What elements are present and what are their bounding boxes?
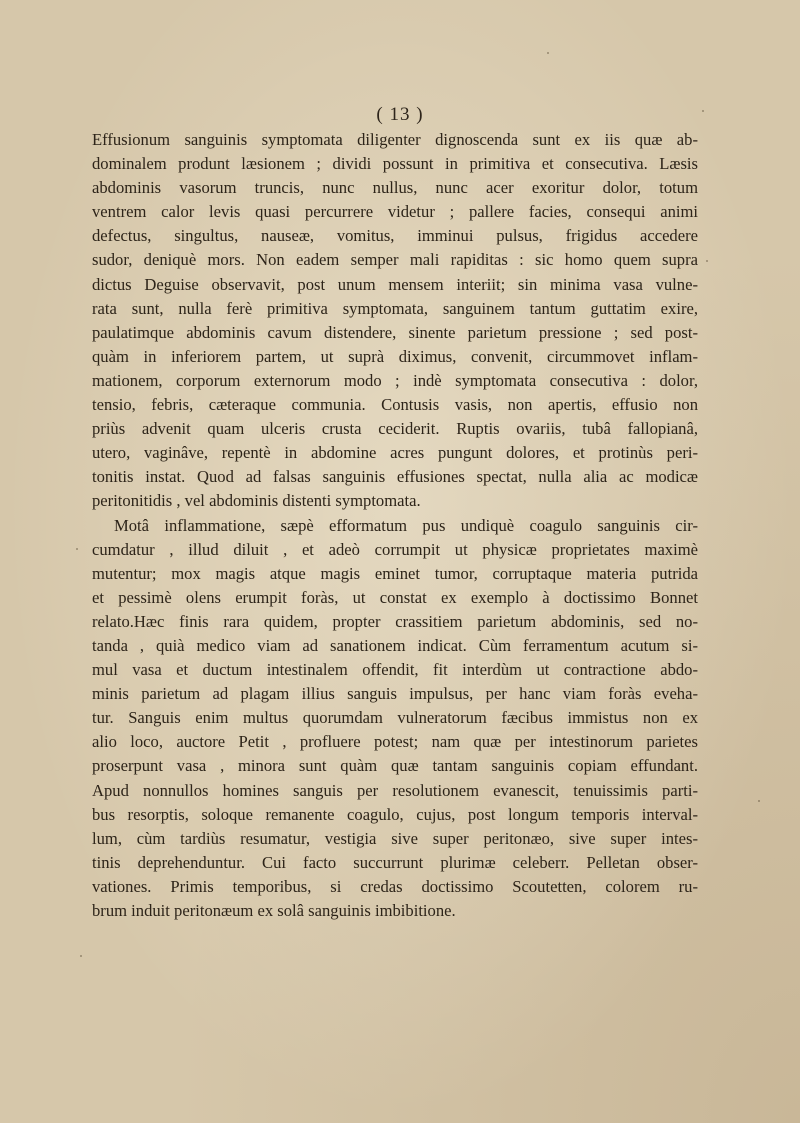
text-line: cumdatur , illud diluit , et adeò corrumpit ut physicæ proprietates maximè xyxy=(92,539,698,559)
paper-speck xyxy=(76,548,78,550)
text-line: sudor, deniquè mors. Non eadem semper mali rapiditas : sic homo quem supra xyxy=(92,250,698,270)
text-line: mationem, corporum externorum modo ; indè symptomata consecutiva : dolor, xyxy=(92,370,698,390)
text-line: quàm in inferiorem partem, ut suprà diximus, convenit, circummovet inflam- xyxy=(92,346,698,366)
text-line: Motâ inflammatione, sæpè efformatum pus undiquè coagulo sanguinis cir- xyxy=(114,515,698,535)
paragraph-2 xyxy=(92,514,698,924)
paper-speck xyxy=(547,52,549,54)
text-line: alio loco, auctore Petit , profluere potest; nam quæ per intestinorum parietes xyxy=(92,732,698,752)
text-line: brum induit peritonæum ex solâ sanguinis imbibitione. xyxy=(92,901,456,920)
text-line: Effusionum sanguinis symptomata diligenter dignoscenda sunt ex iis quæ ab- xyxy=(92,130,698,149)
page-number: ( 13 ) xyxy=(376,104,424,125)
paper-speck xyxy=(706,260,708,262)
text-line: tonitis instat. Quod ad falsas sanguinis effusiones spectat, nulla alia ac modicæ xyxy=(92,467,698,487)
paper-speck xyxy=(758,800,760,802)
text-line: priùs advenit quam ulceris crusta ceciderit. Ruptis ovariis, tubâ fallopianâ, xyxy=(92,419,698,439)
text-line: paulatimque abdominis cavum distendere, sinente parietum pressione ; sed post- xyxy=(92,322,698,342)
text-line: lum, cùm tardiùs resumatur, vestigia sive super peritonæo, sive super intes- xyxy=(92,828,698,848)
text-line: tensio, febris, cæteraque communia. Contusis vasis, non apertis, effusio non xyxy=(92,395,698,415)
text-line: bus resorptis, soloque remanente coagulo, cujus, post longum temporis interval- xyxy=(92,804,698,824)
body-text xyxy=(92,128,698,923)
text-line: relato.Hæc finis rara quidem, propter crassitiem parietum abdominis, sed no- xyxy=(92,611,698,631)
text-line: ventrem calor levis quasi percurrere videtur ; pallere facies, consequi animi xyxy=(92,202,698,222)
text-line: mul vasa et ductum intestinalem offendit, fit interdùm ut contractione abdo- xyxy=(92,660,698,680)
paragraph-1 xyxy=(92,128,698,514)
paper-speck xyxy=(702,110,704,112)
text-line: vationes. Primis temporibus, si credas doctissimo Scoutetten, colorem ru- xyxy=(92,876,698,896)
text-line: mutentur; mox magis atque magis eminet tumor, corruptaque materia putrida xyxy=(92,563,698,583)
text-line: utero, vaginâve, repentè in abdomine acres pungunt dolores, et protinùs peri- xyxy=(92,443,698,463)
text-line: dominalem produnt læsionem ; dividi possunt in primitiva et consecutiva. Læsis xyxy=(92,154,698,174)
text-line: rata sunt, nulla ferè primitiva symptomata, sanguinem tantum guttatim exire, xyxy=(92,298,698,318)
text-line: Apud nonnullos homines sanguis per resolutionem evanescit, tenuissimis parti- xyxy=(92,780,698,800)
text-line: minis parietum ad plagam illius sanguis impulsus, per hanc viam foràs eveha- xyxy=(92,684,698,704)
text-line: tinis deprehenduntur. Cui facto succurrunt plurimæ celeberr. Pelletan obser- xyxy=(92,852,698,872)
paper-speck xyxy=(80,955,82,957)
text-line: et pessimè olens erumpit foràs, ut constat ex exemplo à doctissimo Bonnet xyxy=(92,587,698,607)
text-line: tur. Sanguis enim multus quorumdam vulneratorum fæcibus immistus non ex xyxy=(92,708,698,728)
text-line: dictus Deguise observavit, post unum mensem interiit; sin minima vasa vulne- xyxy=(92,274,698,294)
text-line: proserpunt vasa , minora sunt quàm quæ tantam sanguinis copiam effundant. xyxy=(92,756,698,776)
text-line: defectus, singultus, nauseæ, vomitus, imminui pulsus, frigidus accedere xyxy=(92,226,698,246)
text-line: peritonitidis , vel abdominis distenti symptomata. xyxy=(92,491,421,511)
text-line: abdominis vasorum truncis, nunc nullus, nunc acer exoritur dolor, totum xyxy=(92,178,698,198)
text-line: tanda , quià medico viam ad sanationem indicat. Cùm ferramentum acutum si- xyxy=(92,635,698,655)
